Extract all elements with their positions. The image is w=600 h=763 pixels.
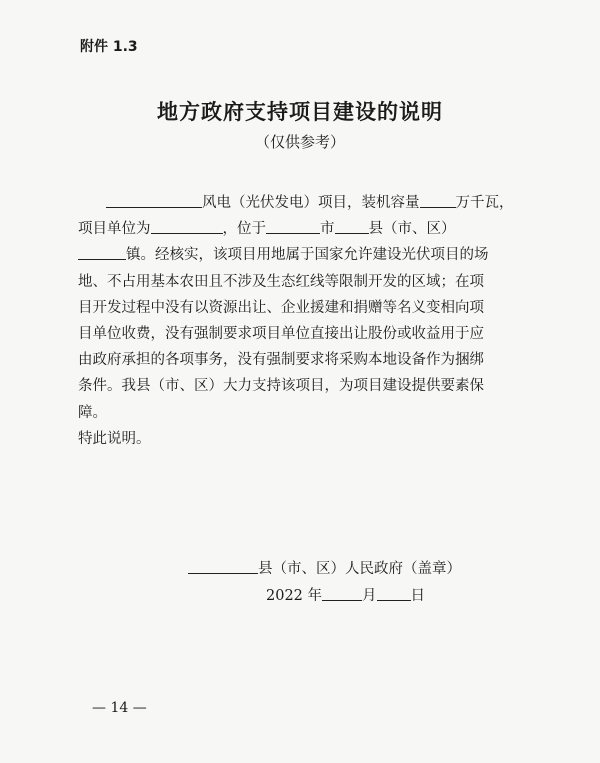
body-text-segment: ，位于 bbox=[222, 221, 266, 238]
blank-town bbox=[78, 242, 126, 260]
blank-county bbox=[335, 216, 369, 234]
body-text-segment: 镇。经核实，该项目用地属于国家允许建设光伏项目的场 bbox=[126, 247, 489, 264]
date-line bbox=[266, 583, 425, 605]
document-title: 地方政府支持项目建设的说明 bbox=[157, 99, 443, 124]
body-line-4: 地、不占用基本农田且不涉及生态红线等限制开发的区域；在项 bbox=[78, 273, 484, 290]
blank-county-name bbox=[188, 556, 258, 574]
attachment-label: 附件 1.3 bbox=[80, 39, 138, 55]
body-text-segment: 市 bbox=[320, 221, 335, 238]
body-line-3 bbox=[78, 242, 524, 268]
body-text-segment: 万千瓦， bbox=[455, 195, 514, 211]
body-line-2 bbox=[78, 216, 524, 242]
body-line-9: 障。 bbox=[78, 404, 107, 421]
body-text-segment: 风电（光伏发电）项目，装机容量 bbox=[202, 195, 420, 211]
blank-month bbox=[322, 583, 362, 601]
body-line-5: 目开发过程中没有以资源出让、企业援建和捐赠等名义变相向项 bbox=[78, 299, 484, 316]
body-line-6: 目单位收费，没有强制要求项目单位直接出让股份或收益用于应 bbox=[78, 325, 484, 342]
body-line-1 bbox=[78, 190, 524, 216]
date-day: 日 bbox=[410, 588, 426, 604]
body-line-7: 由政府承担的各项事务，没有强制要求将采购本地设备作为捆绑 bbox=[78, 352, 484, 369]
date-month: 月 bbox=[362, 588, 377, 604]
page-number: — 14 — bbox=[92, 700, 147, 716]
blank-day bbox=[377, 583, 411, 601]
document-subtitle: （仅供参考） bbox=[254, 133, 345, 151]
blank-capacity bbox=[420, 190, 456, 208]
body-line-8: 条件。我县（市、区）大力支持该项目，为项目建设提供要素保 bbox=[78, 378, 484, 395]
body-text-segment: 县（市、区） bbox=[368, 221, 456, 238]
document-body bbox=[78, 190, 524, 452]
blank-project-name bbox=[106, 190, 202, 208]
government-signoff bbox=[188, 556, 461, 578]
date-year: 2022 年 bbox=[266, 588, 323, 604]
signoff-text: 县（市、区）人民政府（盖章） bbox=[258, 561, 461, 577]
body-text-segment: 项目单位为 bbox=[78, 221, 151, 238]
blank-city bbox=[266, 216, 320, 234]
body-line-10: 特此说明。 bbox=[78, 430, 151, 447]
blank-project-unit bbox=[151, 216, 223, 234]
